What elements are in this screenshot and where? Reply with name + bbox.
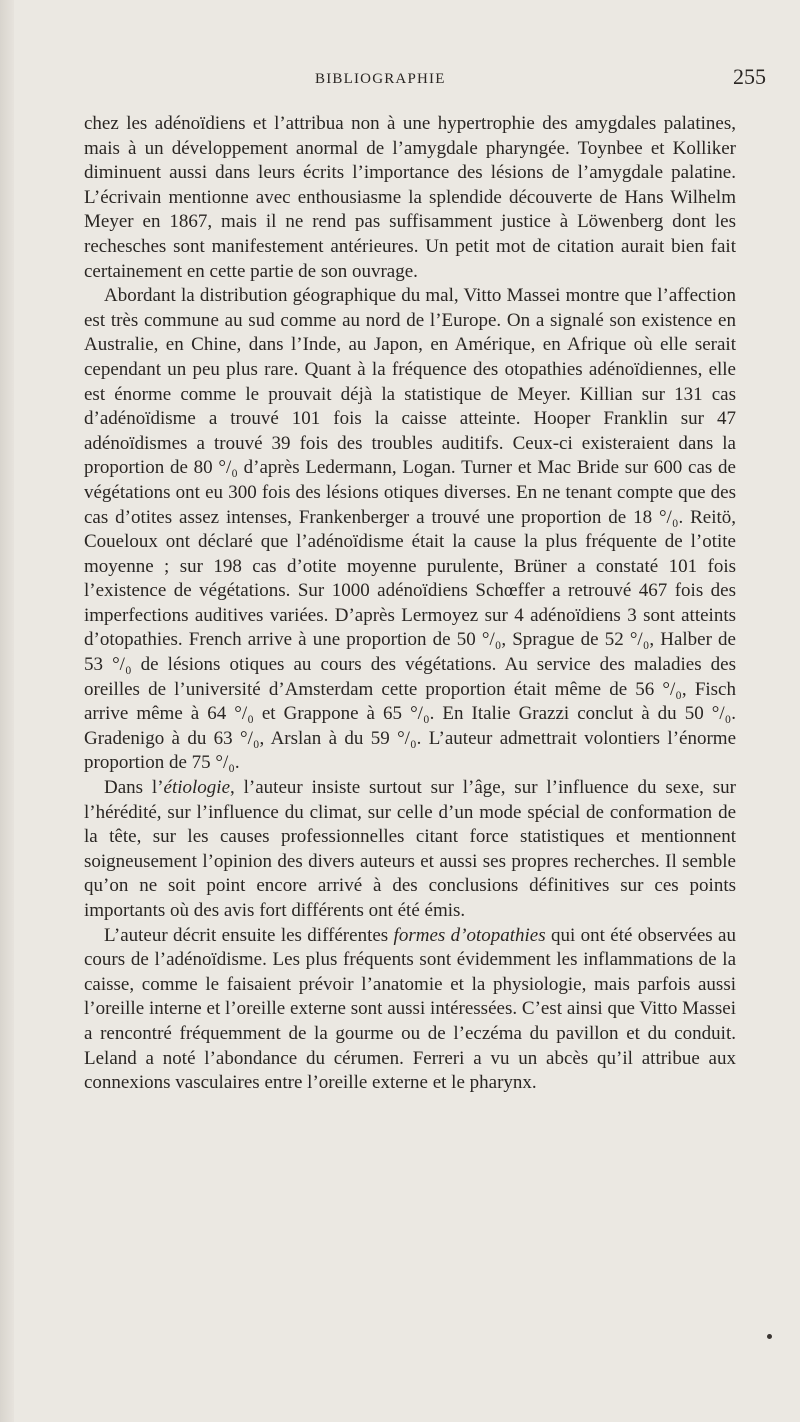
forms-text-after: qui ont été observées au cours de l’adénoïdisme. Les plus fréquents sont évidemment les inflammations de la caisse, comme le faisaient prévoir l’anatomie et la physiologie, mais parfois aussi l’oreille interne et l’oreille externe sont aussi intéressées. C’est ainsi que Vitto Massei a rencontré fréquemment de la gourme ou de l’eczéma du pavillon et du conduit. Leland a noté l’abondance du cérumen. Ferreri a vu un abcès qu’il attribue aux connexions vasculaires entre l’oreille externe et le pharynx. [84, 924, 736, 1094]
running-title: BIBLIOGRAPHIE [315, 71, 446, 87]
page-header [0, 62, 800, 92]
forms-italic: formes d’otopathies [393, 924, 546, 946]
etiology-text-before: Dans l’ [104, 777, 164, 799]
etiology-text-after: , l’auteur insiste surtout sur l’âge, sur l’influence du sexe, sur l’hérédité, sur l’influence du climat, sur celle d’un mode spécial de conformation de la tête, sur les causes professionnelles citant force statistiques et mentionnent soigneusement l’opinion des divers auteurs et aussi ses propres recherches. Il semble qu’on ne soit point encore arrivé à des conclusions définitives sur ces points importants où des avis fort différents ont été émis. [84, 777, 737, 921]
paragraph-1: chez les adénoïdiens et l’attribua non à une hypertrophie des amygdales palatines, mais à un développement anormal de l’amygdale pharyngée. Toynbee et Kolliker diminuent aussi dans leurs écrits l’importance des lésions de l’amygdale palatine. L’écrivain mentionne avec enthousiasme la splendide découverte de Hans Wilhelm Meyer en 1867, mais il ne rend pas suffisamment justice à Löwenberg dont les rechesches sont manifestement antérieures. Un petit mot de citation aurait bien fait certainement en cette partie de son ouvrage. [84, 113, 736, 282]
page-number: 255 [733, 64, 766, 89]
paragraph-forms [84, 924, 736, 1096]
ink-speck [767, 1334, 772, 1339]
etiology-italic: étiologie [163, 777, 231, 799]
body-text [84, 112, 736, 1096]
page-gutter [0, 0, 14, 1422]
paragraph-2: Abordant la distribution géographique du mal, Vitto Massei montre que l’affection est très commune au sud comme au nord de l’Europe. On a signalé son existence en Australie, en Chine, dans l’Inde, au Japon, en Amérique, en Afrique où elle serait cependant un peu plus rare. Quant à la fréquence des otopathies adénoïdiennes, elle est énorme comme le prouvait déjà la statistique de Meyer. Killian sur 131 cas d’adénoïdisme a trouvé 101 fois la caisse atteinte. Hooper Franklin sur 47 adénoïdismes a trouvé 39 fois des troubles auditifs. Ceux-ci existeraient dans la proportion de 80 °/₀ d’après Ledermann, Logan. Turner et Mac Bride sur 600 cas de végétations ont eu 300 fois des lésions otiques diverses. En ne tenant compte que des cas d’otites assez intenses, Frankenberger a trouvé une proportion de 18 °/₀. Reitö, Coueloux ont déclaré que l’adénoïdisme était la cause la plus fréquente de l’otite moyenne ; sur 198 cas d’otite moyenne purulente, Brüner a constaté 101 fois l’existence de végétations. Sur 1000 adénoïdiens Schœffer a retrouvé 467 fois des imperfections auditives variées. D’après Lermoyez sur 4 adénoïdiens 3 sont atteints d’otopathies. French arrive à une proportion de 50 °/₀, Sprague de 52 °/₀, Halber de 53 °/₀ de lésions otiques au cours des végétations. Au service des maladies des oreilles de l’université d’Amsterdam cette proportion était même de 56 °/₀, Fisch arrive même à 64 °/₀ et Grappone à 65 °/₀. En Italie Grazzi conclut à du 50 °/₀. Gradenigo à du 63 °/₀, Arslan à du 59 °/₀. L’auteur admettrait volontiers l’énorme proportion de 75 °/₀. [84, 285, 736, 774]
forms-text-before: L’auteur décrit ensuite les différentes [104, 924, 394, 946]
paragraph-etiology [84, 776, 736, 924]
